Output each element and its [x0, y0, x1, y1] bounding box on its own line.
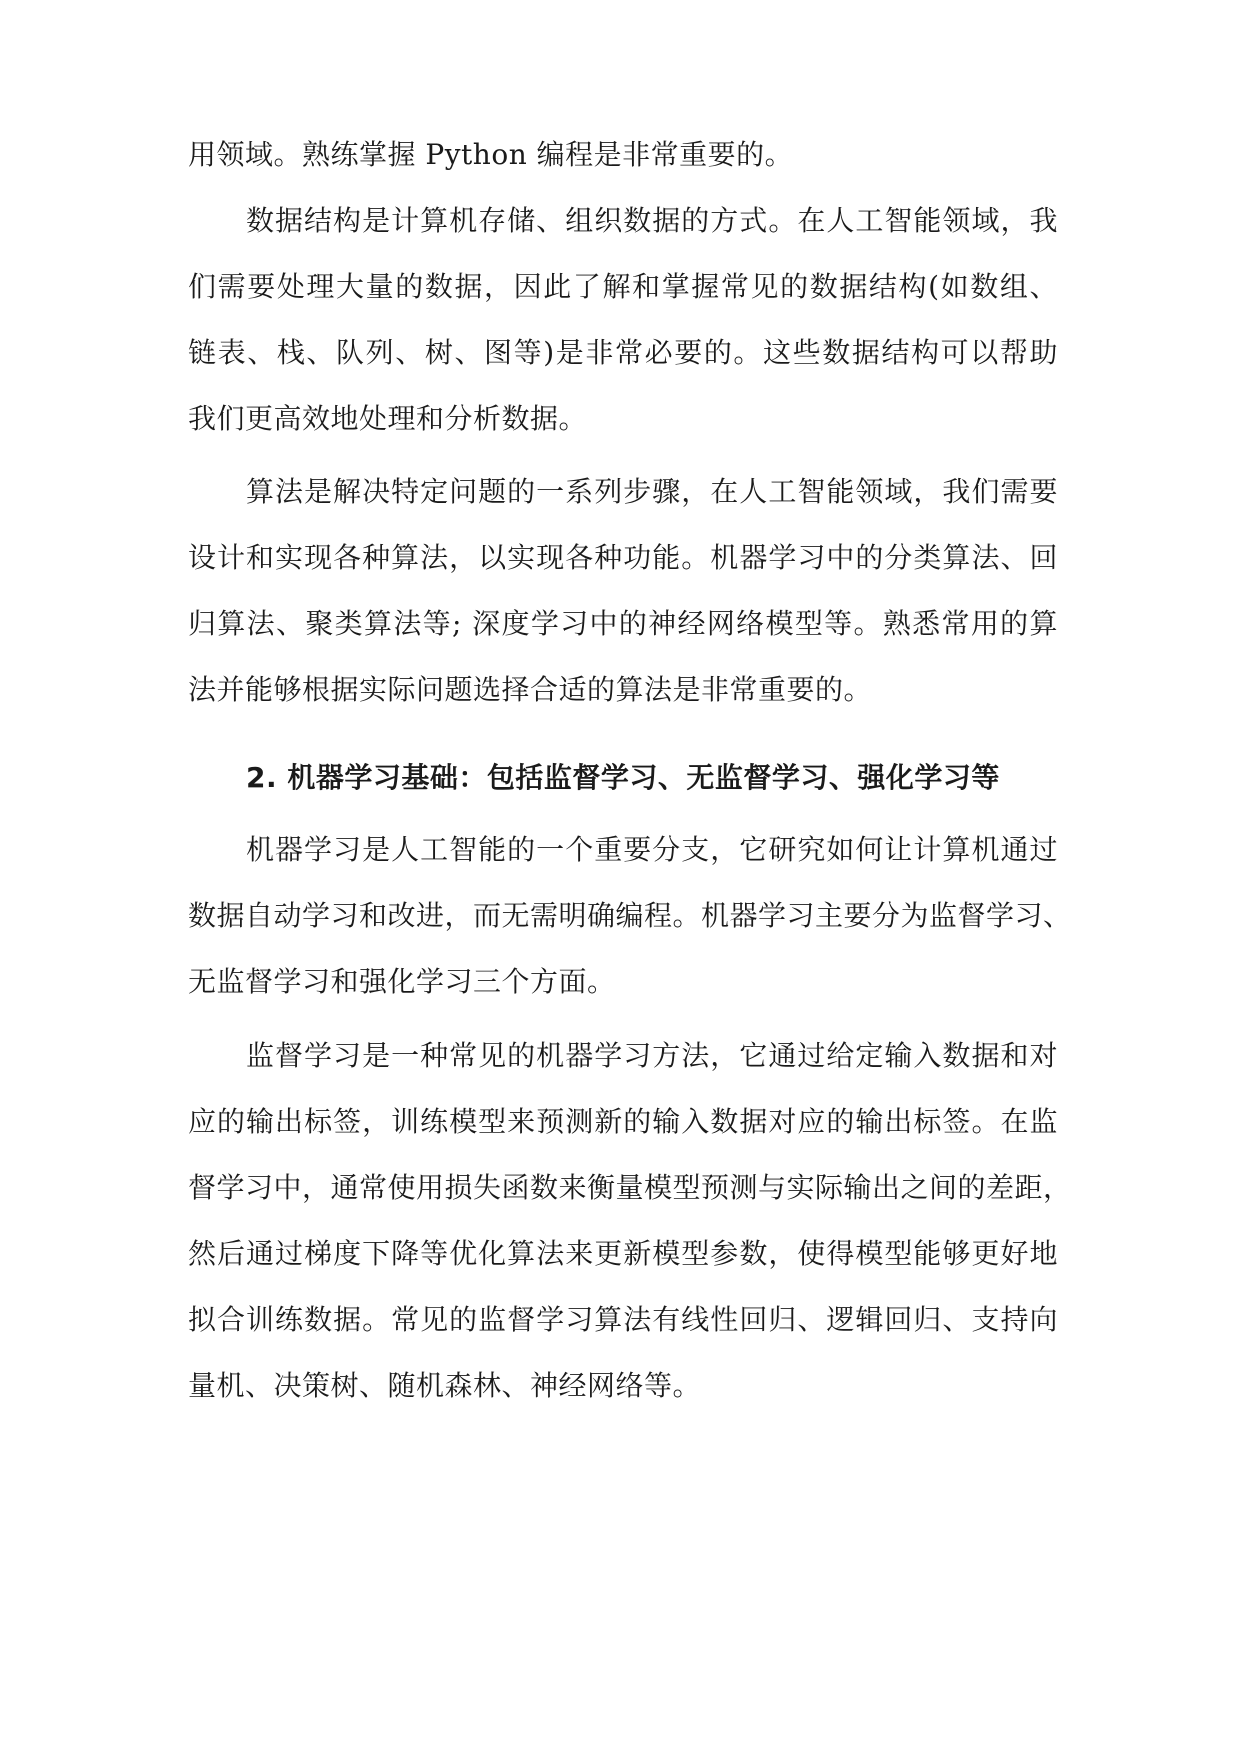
paragraph-line: 我们更高效地处理和分析数据。: [188, 402, 588, 435]
paragraph-line: 用领域。熟练掌握 Python 编程是非常重要的。: [188, 138, 794, 171]
paragraph-line: 然后通过梯度下降等优化算法来更新模型参数，使得模型能够更好地: [188, 1237, 1058, 1270]
paragraph-line: 量机、决策树、随机森林、神经网络等。: [188, 1369, 702, 1402]
paragraph-line: 链表、栈、队列、树、图等)是非常必要的。这些数据结构可以帮助: [188, 336, 1058, 369]
paragraph-line: 机器学习是人工智能的一个重要分支，它研究如何让计算机通过: [246, 833, 1058, 866]
paragraph-line: 法并能够根据实际问题选择合适的算法是非常重要的。: [188, 673, 873, 706]
paragraph-line: 算法是解决特定问题的一系列步骤，在人工智能领域，我们需要: [246, 475, 1058, 508]
paragraph-line: 监督学习是一种常见的机器学习方法，它通过给定输入数据和对: [246, 1039, 1058, 1072]
paragraph-line: 应的输出标签，训练模型来预测新的输入数据对应的输出标签。在监: [188, 1105, 1058, 1138]
section-heading: 2. 机器学习基础：包括监督学习、无监督学习、强化学习等: [246, 761, 1000, 794]
paragraph-line: 归算法、聚类算法等; 深度学习中的神经网络模型等。熟悉常用的算: [188, 607, 1058, 640]
paragraph-line: 们需要处理大量的数据，因此了解和掌握常见的数据结构(如数组、: [188, 270, 1058, 303]
paragraph-line: 督学习中，通常使用损失函数来衡量模型预测与实际输出之间的差距，: [188, 1171, 1072, 1204]
paragraph-line: 设计和实现各种算法，以实现各种功能。机器学习中的分类算法、回: [188, 541, 1058, 574]
paragraph-line: 数据自动学习和改进，而无需明确编程。机器学习主要分为监督学习、: [188, 899, 1072, 932]
paragraph-line: 拟合训练数据。常见的监督学习算法有线性回归、逻辑回归、支持向: [188, 1303, 1058, 1336]
paragraph-line: 无监督学习和强化学习三个方面。: [188, 965, 616, 998]
paragraph-line: 数据结构是计算机存储、组织数据的方式。在人工智能领域，我: [246, 204, 1058, 237]
